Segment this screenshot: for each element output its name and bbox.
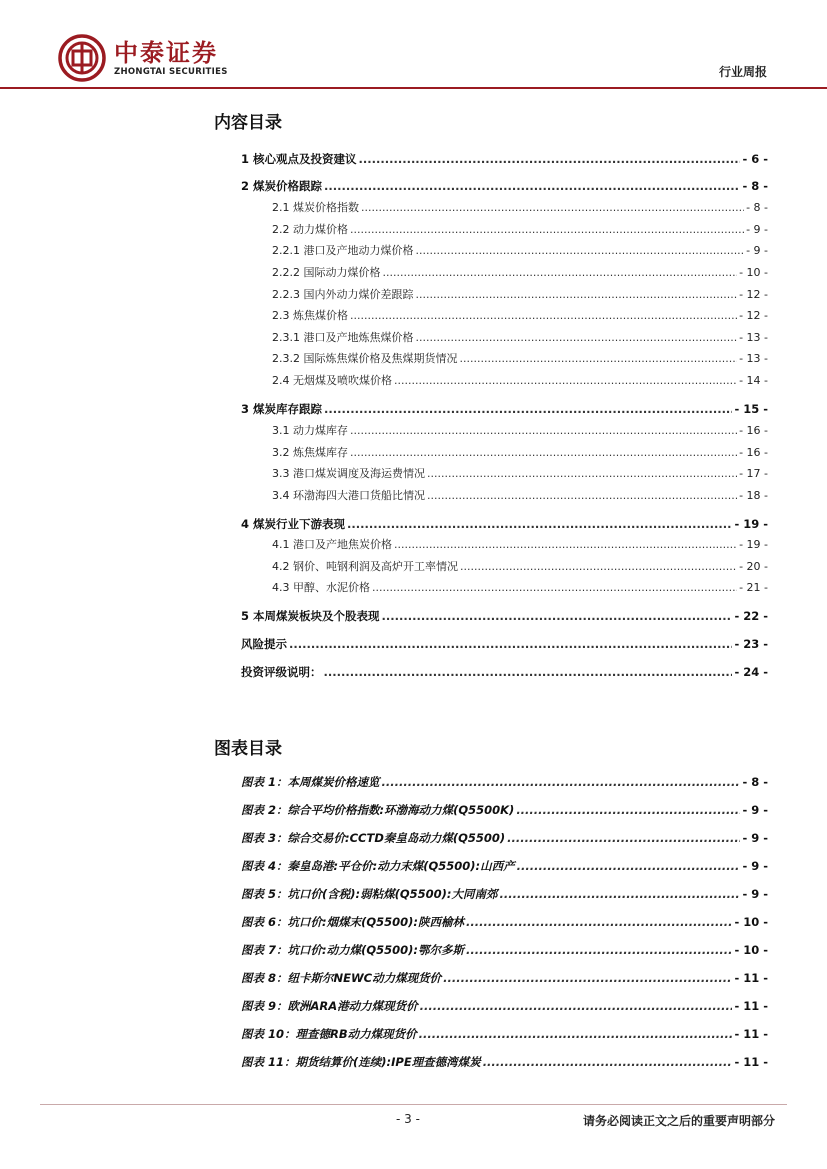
toc-item-page: - 19 -	[734, 517, 768, 531]
footer-divider	[40, 1104, 787, 1105]
toc-title: 内容目录	[214, 113, 282, 133]
toc-item[interactable]	[241, 637, 768, 651]
toc-item-label: 5 本周煤炭板块及个股表现	[241, 609, 380, 623]
toc-item[interactable]	[272, 538, 768, 552]
figure-item[interactable]	[241, 831, 768, 845]
toc-item-label: 4.3 甲醇、水泥价格	[272, 581, 370, 594]
leader-dots	[459, 352, 737, 366]
toc-item[interactable]	[272, 424, 768, 438]
toc-item-label: 2.3.2 国际炼焦煤价格及焦煤期货情况	[272, 352, 458, 365]
figure-item[interactable]	[241, 887, 768, 901]
figure-item[interactable]	[241, 775, 768, 789]
toc-item-page: - 24 -	[734, 665, 768, 679]
toc-item[interactable]	[272, 266, 768, 280]
figure-item-label: 图表 3：综合交易价:CCTD秦皇岛动力煤(Q5500)	[241, 831, 506, 845]
toc-item-label: 投资评级说明：	[241, 665, 322, 679]
leader-dots	[500, 887, 741, 901]
leader-dots	[427, 467, 737, 481]
toc-item-label: 2.2.3 国内外动力煤价差跟踪	[272, 288, 414, 301]
figure-item-page: - 9 -	[742, 803, 768, 817]
toc-item[interactable]	[272, 223, 768, 237]
toc-item[interactable]	[241, 179, 768, 193]
toc-item[interactable]	[272, 446, 768, 460]
figure-item-label: 图表 7：坑口价:动力煤(Q5500):鄂尔多斯	[241, 943, 464, 957]
figure-item-label: 图表 4：秦皇岛港:平仓价:动力末煤(Q5500):山西产	[241, 859, 515, 873]
toc-item[interactable]	[272, 467, 768, 481]
brand-name-en: ZHONGTAI SECURITIES	[114, 66, 228, 77]
figure-item-page: - 8 -	[742, 775, 768, 789]
toc-item[interactable]	[272, 244, 768, 258]
company-logo	[58, 34, 228, 82]
leader-dots	[361, 201, 744, 215]
toc-item[interactable]	[272, 201, 768, 215]
toc-item-page: - 15 -	[734, 402, 768, 416]
figure-item[interactable]	[241, 999, 768, 1013]
leader-dots	[516, 803, 740, 817]
leader-dots	[289, 637, 732, 651]
leader-dots	[416, 244, 745, 258]
zhongtai-logo-icon	[58, 34, 106, 82]
figure-item-label: 图表 5：坑口价(含税):弱粘煤(Q5500):大同南郊	[241, 887, 498, 901]
toc-item-page: - 13 -	[739, 331, 768, 344]
leader-dots	[347, 517, 732, 531]
figure-item[interactable]	[241, 915, 768, 929]
toc-item-label: 3.1 动力煤库存	[272, 424, 348, 437]
toc-item-page: - 6 -	[742, 152, 768, 166]
figure-item[interactable]	[241, 1027, 768, 1041]
figure-list-title: 图表目录	[214, 739, 282, 759]
toc-item[interactable]	[272, 560, 768, 574]
figure-item-label: 图表 10：理查德RB动力煤现货价	[241, 1027, 417, 1041]
leader-dots	[324, 179, 740, 193]
toc-item-label: 2 煤炭价格跟踪	[241, 179, 323, 193]
leader-dots	[416, 288, 738, 302]
toc-item[interactable]	[241, 609, 768, 623]
leader-dots	[427, 489, 737, 503]
toc-item-label: 3 煤炭库存跟踪	[241, 402, 323, 416]
figure-item-page: - 10 -	[734, 915, 768, 929]
leader-dots	[383, 266, 738, 280]
toc-item[interactable]	[272, 374, 768, 388]
toc-item[interactable]	[272, 288, 768, 302]
toc-item-page: - 8 -	[742, 179, 768, 193]
leader-dots	[350, 309, 737, 323]
toc-item-label: 1 核心观点及投资建议	[241, 152, 357, 166]
toc-item-page: - 19 -	[739, 538, 768, 551]
toc-item-page: - 16 -	[739, 446, 768, 459]
toc-item-label: 风险提示	[241, 637, 287, 651]
disclaimer-note: 请务必阅读正文之后的重要声明部分	[582, 1114, 775, 1128]
toc-item-label: 2.2 动力煤价格	[272, 223, 348, 236]
figure-item[interactable]	[241, 859, 768, 873]
toc-item-label: 4 煤炭行业下游表现	[241, 517, 346, 531]
toc-item-label: 4.2 钢价、吨钢利润及高炉开工率情况	[272, 560, 458, 573]
toc-item-page: - 8 -	[746, 201, 768, 214]
toc-item-page: - 12 -	[739, 288, 768, 301]
toc-item-label: 2.3 炼焦煤价格	[272, 309, 348, 322]
toc-item[interactable]	[241, 665, 768, 679]
figure-item[interactable]	[241, 1055, 768, 1069]
figure-item-page: - 9 -	[742, 859, 768, 873]
toc-item[interactable]	[272, 489, 768, 503]
leader-dots	[324, 665, 733, 679]
leader-dots	[460, 560, 737, 574]
toc-item-page: - 14 -	[739, 374, 768, 387]
toc-item-page: - 20 -	[739, 560, 768, 573]
toc-item-page: - 21 -	[739, 581, 768, 594]
figure-item[interactable]	[241, 803, 768, 817]
toc-item[interactable]	[272, 352, 768, 366]
leader-dots	[324, 402, 732, 416]
toc-item-label: 3.2 炼焦煤库存	[272, 446, 348, 459]
leader-dots	[359, 152, 741, 166]
leader-dots	[483, 1055, 733, 1069]
toc-item-page: - 18 -	[739, 489, 768, 502]
figure-item-label: 图表 6：坑口价:烟煤末(Q5500):陕西榆林	[241, 915, 464, 929]
toc-item-page: - 9 -	[746, 223, 768, 236]
toc-item-page: - 22 -	[734, 609, 768, 623]
toc-item[interactable]	[272, 331, 768, 345]
toc-item-page: - 9 -	[746, 244, 768, 257]
leader-dots	[382, 609, 733, 623]
toc-item-label: 2.2.1 港口及产地动力煤价格	[272, 244, 414, 257]
leader-dots	[507, 831, 740, 845]
leader-dots	[517, 859, 741, 873]
leader-dots	[443, 971, 732, 985]
leader-dots	[372, 581, 737, 595]
leader-dots	[350, 424, 737, 438]
figure-item-label: 图表 9：欧洲ARA港动力煤现货价	[241, 999, 418, 1013]
leader-dots	[350, 446, 737, 460]
toc-item-page: - 23 -	[734, 637, 768, 651]
toc-item[interactable]	[241, 517, 768, 531]
figure-item-page: - 9 -	[742, 887, 768, 901]
figure-item[interactable]	[241, 971, 768, 985]
figure-item-label: 图表 2：综合平均价格指数:环渤海动力煤(Q5500K)	[241, 803, 515, 817]
figure-item-page: - 9 -	[742, 831, 768, 845]
figure-item-page: - 11 -	[734, 971, 768, 985]
figure-item-page: - 11 -	[734, 1055, 768, 1069]
brand-name-cn: 中泰证券	[114, 38, 218, 67]
toc-item-page: - 10 -	[739, 266, 768, 279]
toc-item-label: 3.4 环渤海四大港口货船比情况	[272, 489, 425, 502]
figure-item-label: 图表 8：纽卡斯尔NEWC动力煤现货价	[241, 971, 442, 985]
toc-item-label: 3.3 港口煤炭调度及海运费情况	[272, 467, 425, 480]
header-divider	[0, 87, 827, 89]
leader-dots	[466, 915, 732, 929]
leader-dots	[394, 538, 737, 552]
toc-item-label: 2.4 无烟煤及喷吹煤价格	[272, 374, 392, 387]
toc-item[interactable]	[272, 309, 768, 323]
leader-dots	[350, 223, 744, 237]
toc-item-label: 2.1 煤炭价格指数	[272, 201, 359, 214]
toc-item-label: 2.3.1 港口及产地炼焦煤价格	[272, 331, 414, 344]
leader-dots	[466, 943, 732, 957]
leader-dots	[382, 775, 741, 789]
figure-item[interactable]	[241, 943, 768, 957]
figure-item-page: - 11 -	[734, 999, 768, 1013]
figure-item-label: 图表 11：期货结算价(连续):IPE理查德湾煤炭	[241, 1055, 481, 1069]
toc-item-page: - 12 -	[739, 309, 768, 322]
toc-item[interactable]	[241, 402, 768, 416]
document-type: 行业周报	[718, 65, 767, 79]
leader-dots	[394, 374, 737, 388]
leader-dots	[420, 999, 733, 1013]
toc-item[interactable]	[241, 152, 768, 166]
toc-item[interactable]	[272, 581, 768, 595]
figure-item-page: - 10 -	[734, 943, 768, 957]
leader-dots	[419, 1027, 733, 1041]
toc-item-page: - 13 -	[739, 352, 768, 365]
figure-item-page: - 11 -	[734, 1027, 768, 1041]
leader-dots	[416, 331, 738, 345]
toc-item-label: 2.2.2 国际动力煤价格	[272, 266, 381, 279]
toc-item-page: - 17 -	[739, 467, 768, 480]
page-number: - 3 -	[396, 1112, 420, 1126]
toc-item-label: 4.1 港口及产地焦炭价格	[272, 538, 392, 551]
figure-item-label: 图表 1：本周煤炭价格速览	[241, 775, 380, 789]
toc-item-page: - 16 -	[739, 424, 768, 437]
